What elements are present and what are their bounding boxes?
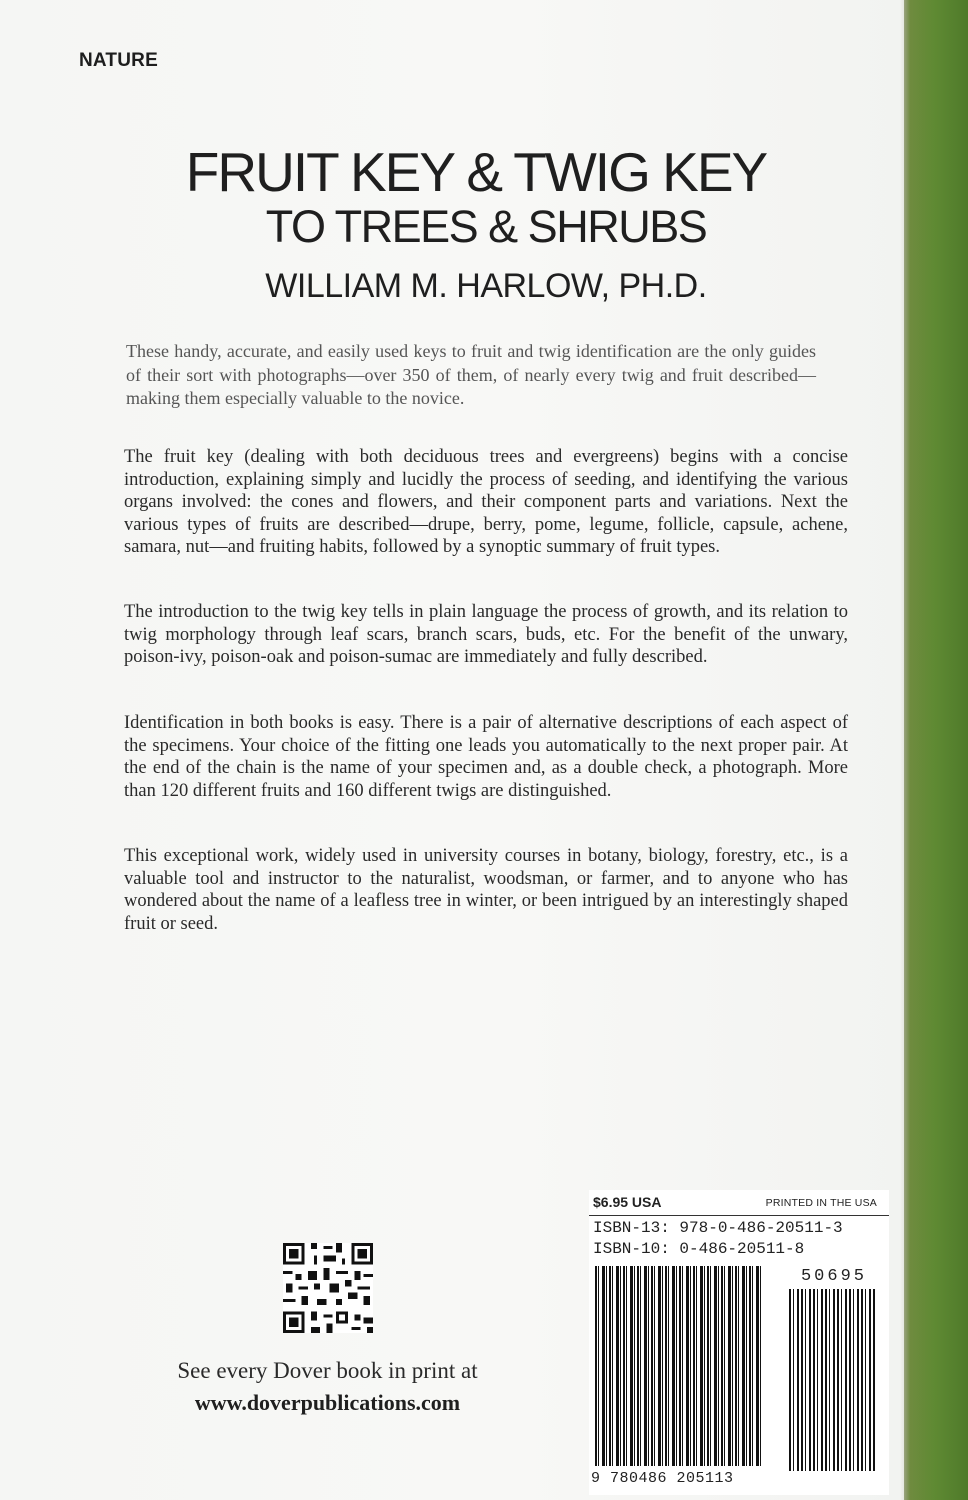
printed-in-label: PRINTED IN THE USA <box>765 1197 877 1209</box>
category-label: NATURE <box>79 50 158 71</box>
description-paragraph: The introduction to the twig key tells in plain language the process of growth, and its relation to twig morphology through leaf scars, branch scars, buds, etc. For the benefit of the unwary, poison-ivy, poison-oak and poison-sumac are immediately and fully described. <box>124 602 848 667</box>
divider <box>589 1215 889 1216</box>
book-title-line1: FRUIT KEY & TWIG KEY <box>185 141 767 203</box>
barcode-addon-number: 50695 <box>800 1267 867 1286</box>
barcode-icon <box>595 1266 763 1466</box>
lead-paragraph: These handy, accurate, and easily used keys to fruit and twig identification are the only guides of their sort with photographs—over 350 of them, of nearly every twig and fruit described—making them especially valuable to the novice. <box>126 341 816 408</box>
book-title-line2: TO TREES & SHRUBS <box>265 201 707 252</box>
isbn13-label: ISBN-13: 978-0-486-20511-3 <box>593 1219 843 1237</box>
price-label: $6.95 USA <box>593 1194 662 1210</box>
publisher-url[interactable]: www.doverpublications.com <box>194 1390 461 1415</box>
author-name: WILLIAM M. HARLOW, PH.D. <box>265 267 707 305</box>
description-paragraph: The fruit key (dealing with both deciduous trees and evergreens) begins with a concise introduction, explaining simply and lucidly the process of seeding, and identifying the various organs involved: the cones and flowers, and their component parts and variations. Next the various types of fruits are described—drupe, berry, pome, legume, follicle, capsule, achene, samara, nut—and fruiting habits, followed by a synoptic summary of fruit types. <box>124 447 848 557</box>
description-paragraph: Identification in both books is easy. There is a pair of alternative descriptions of each aspect of the specimens. Your choice of the fitting one leads you automatically to the next proper pair. At the end of the chain is the name of your specimen and, as a double check, a photograph. More than 120 different fruits and 160 different twigs are distinguished. <box>124 713 848 801</box>
qr-code-icon <box>283 1243 373 1333</box>
price-barcode-box <box>589 1190 889 1495</box>
description-paragraph: This exceptional work, widely used in university courses in botany, biology, forestry, etc., is a valuable tool and instructor to the naturalist, woodsman, or farmer, and to anyone who has wondered about the name of a leafless tree in winter, or been intrigued by an interestingly shaped fruit or seed. <box>124 846 848 934</box>
barcode-number: 9 780486 205113 <box>591 1470 769 1487</box>
isbn10-label: ISBN-10: 0-486-20511-8 <box>593 1240 805 1258</box>
see-every-text: See every Dover book in print at <box>177 1358 478 1383</box>
addon-barcode-icon <box>789 1289 877 1471</box>
green-spine <box>904 0 968 1500</box>
